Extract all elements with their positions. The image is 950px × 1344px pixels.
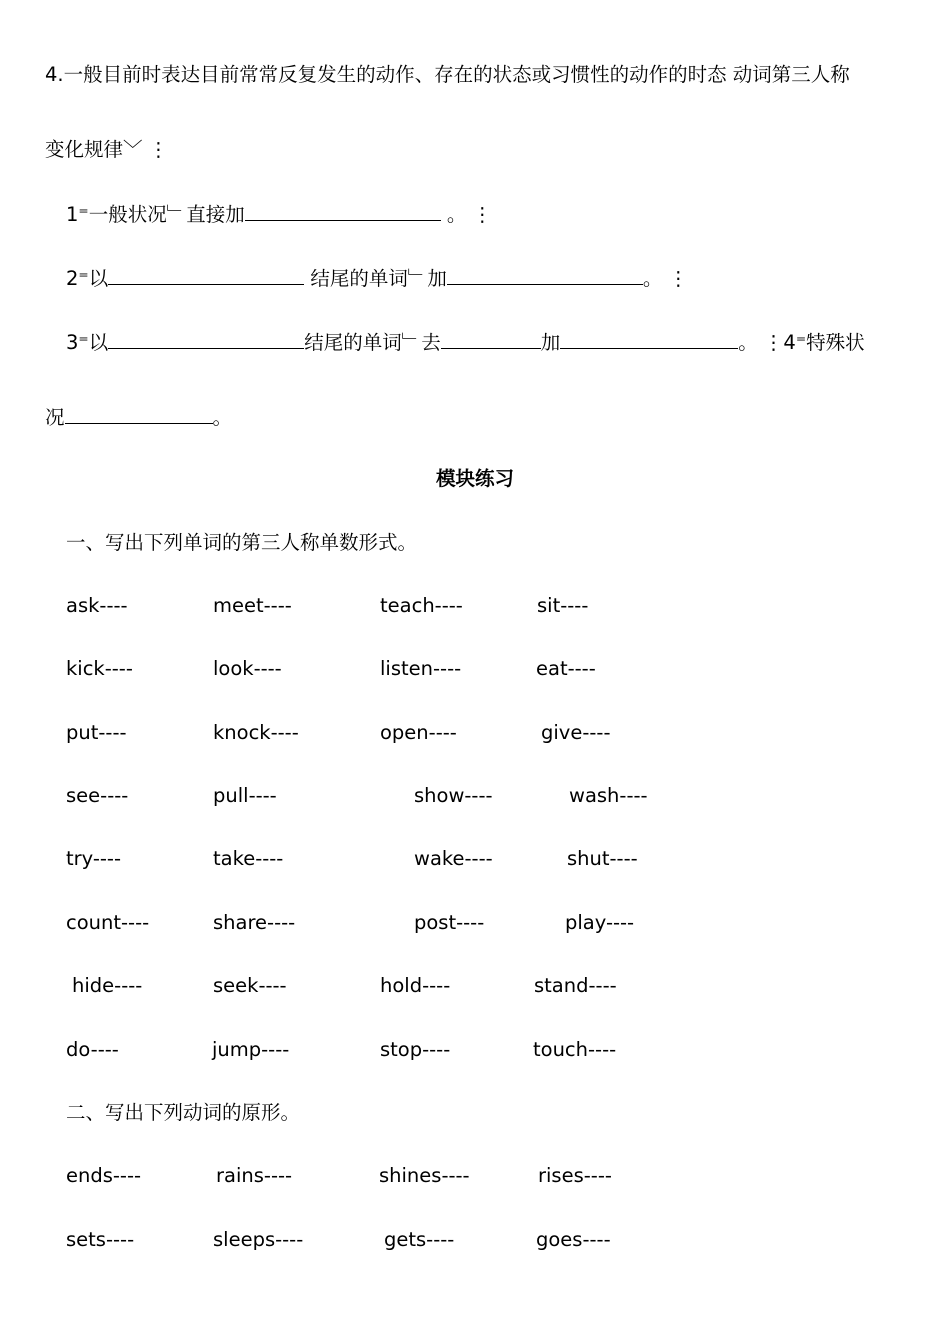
- word-item: knock----: [213, 721, 299, 744]
- word-item: count----: [66, 911, 150, 934]
- word-item: stop----: [380, 1038, 451, 1061]
- word-item: seek----: [213, 974, 287, 997]
- intro-line-2: 变化规律﹀ ⋮: [45, 138, 169, 161]
- rule-4: [45, 404, 232, 430]
- word-item: ask----: [66, 594, 128, 617]
- word-item: wash----: [569, 784, 648, 807]
- word-item: listen----: [380, 657, 462, 680]
- word-item: see----: [66, 784, 129, 807]
- word-item: share----: [213, 911, 296, 934]
- word-item: teach----: [380, 594, 463, 617]
- rule-4-blank[interactable]: [65, 404, 213, 424]
- word-item: take----: [213, 847, 284, 870]
- rule-3-blank-3[interactable]: [560, 329, 738, 349]
- word-item: post----: [414, 911, 485, 934]
- word-item: ends----: [66, 1164, 142, 1187]
- rule-3-end: 。 ⋮4⁼特殊状: [738, 331, 865, 354]
- word-item: hide----: [72, 974, 143, 997]
- word-item: kick----: [66, 657, 133, 680]
- word-item: sit----: [537, 594, 589, 617]
- word-item: sleeps----: [213, 1228, 304, 1251]
- word-item: put----: [66, 721, 127, 744]
- rule-2: [66, 265, 688, 291]
- rule-4-text: 况: [45, 406, 65, 429]
- word-item: meet----: [213, 594, 292, 617]
- word-item: rises----: [538, 1164, 612, 1187]
- word-item: shines----: [379, 1164, 470, 1187]
- rule-3-blank-1[interactable]: [108, 329, 304, 349]
- word-item: do----: [66, 1038, 119, 1061]
- word-item: eat----: [536, 657, 596, 680]
- rule-2-end: 。 ⋮: [642, 267, 689, 290]
- rule-2-text-b: 结尾的单词﹂加: [304, 267, 447, 290]
- rule-1-blank[interactable]: [245, 201, 441, 221]
- rule-1-end: 。 ⋮: [440, 203, 493, 226]
- word-item: jump----: [212, 1038, 290, 1061]
- rule-3-blank-2[interactable]: [441, 329, 541, 349]
- word-item: look----: [213, 657, 282, 680]
- rule-4-end: 。: [212, 406, 233, 429]
- part1-heading: 一、写出下列单词的第三人称单数形式。: [66, 531, 418, 554]
- intro-line-1: 4.一般目前时表达目前常常反复发生的动作、存在的状态或习惯性的动作的时态 动词第三人称: [45, 63, 850, 86]
- word-item: give----: [541, 721, 611, 744]
- part2-heading: 二、写出下列动词的原形。: [66, 1101, 301, 1124]
- word-item: goes----: [536, 1228, 611, 1251]
- rule-2-blank-2[interactable]: [447, 265, 643, 285]
- rule-3-text-c: 加: [540, 331, 561, 354]
- word-item: touch----: [533, 1038, 617, 1061]
- word-item: pull----: [213, 784, 277, 807]
- word-item: open----: [380, 721, 457, 744]
- section-title: 模块练习: [435, 467, 514, 490]
- word-item: gets----: [384, 1228, 455, 1251]
- rule-1: [66, 201, 492, 227]
- rule-3-text-b: 结尾的单词﹂去: [304, 331, 441, 354]
- word-item: wake----: [414, 847, 493, 870]
- word-item: sets----: [66, 1228, 135, 1251]
- rule-2-blank-1[interactable]: [108, 265, 304, 285]
- rule-3-text-a: 3⁼以: [66, 331, 109, 354]
- word-item: hold----: [380, 974, 451, 997]
- word-item: show----: [414, 784, 493, 807]
- rule-2-text-a: 2⁼以: [66, 267, 109, 290]
- word-item: try----: [66, 847, 122, 870]
- word-item: shut----: [567, 847, 638, 870]
- rule-1-text: 1⁼一般状况﹂直接加: [66, 203, 245, 226]
- word-item: play----: [565, 911, 635, 934]
- rule-3: [66, 329, 865, 355]
- word-item: rains----: [216, 1164, 293, 1187]
- word-item: stand----: [534, 974, 617, 997]
